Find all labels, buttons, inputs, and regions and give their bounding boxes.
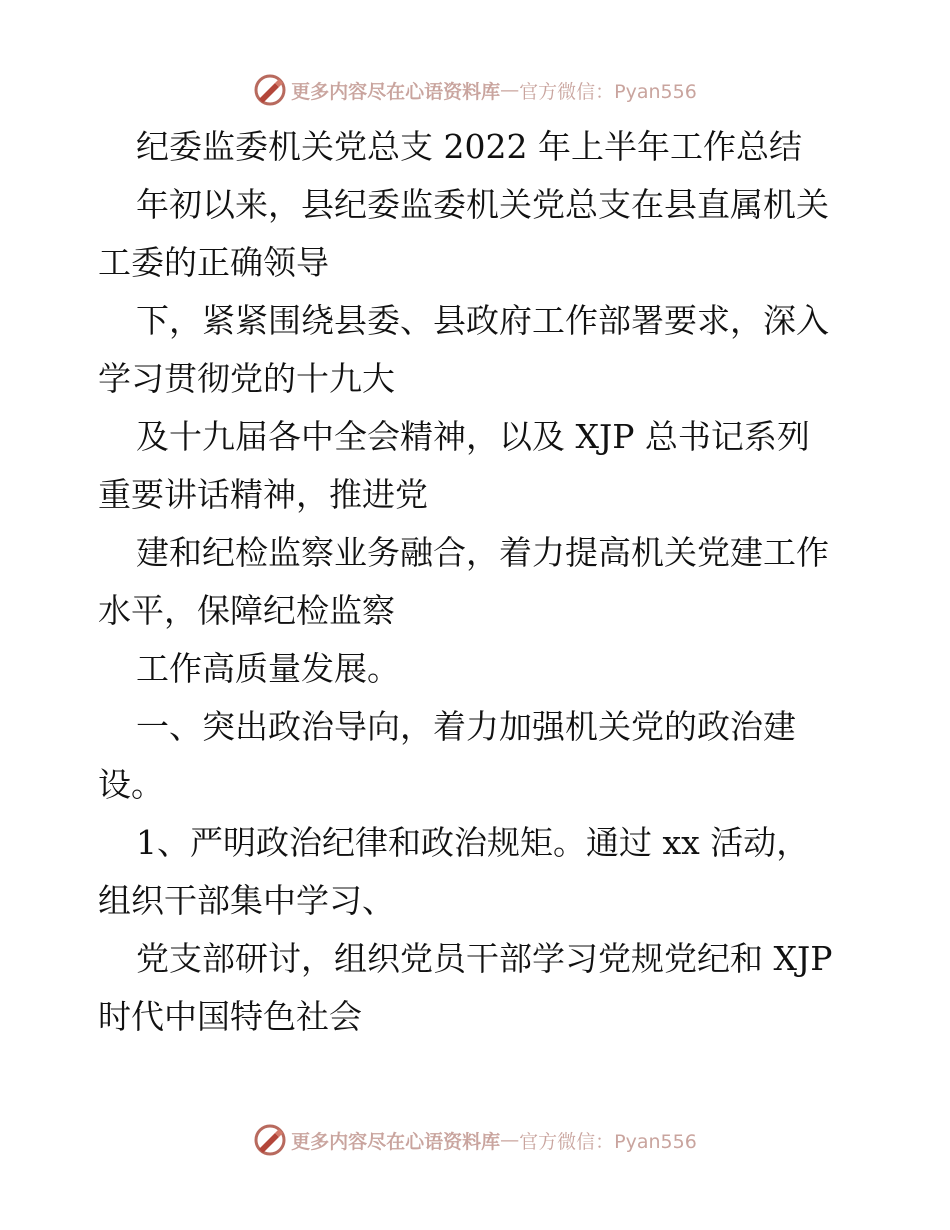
paragraph-line: 1、严明政治纪律和政治规矩。通过 xx 活动， (136, 823, 810, 862)
paragraph-line: 年初以来，县纪委监委机关党总支在县直属机关 (136, 185, 829, 224)
footer-watermark (0, 1120, 950, 1160)
pen-logo-icon (253, 73, 287, 107)
paragraph-line: 工作高质量发展。 (136, 649, 400, 688)
paragraph-line: 时代中国特色社会 (98, 997, 362, 1036)
paragraph-line: 建和纪检监察业务融合，着力提高机关党建工作 (136, 533, 829, 572)
section-heading-line: 一、突出政治导向，着力加强机关党的政治建 (136, 707, 796, 746)
section-heading-line: 设。 (98, 765, 164, 804)
watermark-contact: 官方微信：Pyan556 (519, 80, 697, 103)
watermark-dash: — (500, 79, 520, 101)
document-title: 纪委监委机关党总支 2022 年上半年工作总结 (136, 127, 802, 166)
paragraph-line: 水平，保障纪检监察 (98, 591, 395, 630)
pen-logo-icon (253, 1123, 287, 1157)
paragraph-line: 党支部研讨，组织党员干部学习党规党纪和 XJP (136, 939, 833, 978)
paragraph-line: 组织干部集中学习、 (98, 881, 395, 920)
watermark-dash: — (500, 1129, 520, 1151)
watermark-brand: 更多内容尽在心语资料库 (291, 1130, 501, 1153)
paragraph-line: 工委的正确领导 (98, 243, 329, 282)
paragraph-line: 学习贯彻党的十九大 (98, 359, 395, 398)
paragraph-line: 下，紧紧围绕县委、县政府工作部署要求，深入 (136, 301, 829, 340)
watermark-contact: 官方微信：Pyan556 (519, 1130, 697, 1153)
watermark-brand: 更多内容尽在心语资料库 (291, 80, 501, 103)
paragraph-line: 重要讲话精神，推进党 (98, 475, 428, 514)
paragraph-line: 及十九届各中全会精神，以及 XJP 总书记系列 (136, 417, 810, 456)
header-watermark (0, 70, 950, 110)
document-body (98, 118, 858, 1046)
